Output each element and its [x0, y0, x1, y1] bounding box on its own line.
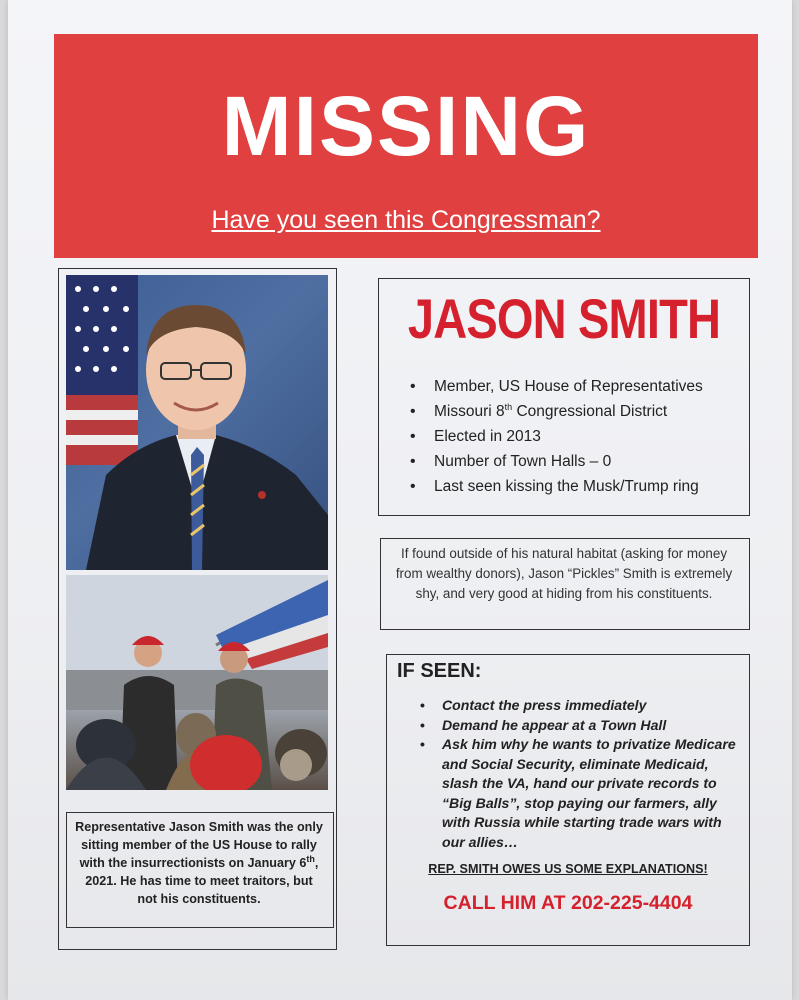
congressman-name: JASON SMITH [407, 287, 721, 350]
list-item: • Last seen kissing the Musk/Trump ring [410, 474, 750, 499]
facts-list [410, 374, 750, 499]
banner-subtitle: Have you seen this Congressman? [211, 206, 601, 234]
caption-text-part2: , 2021. He has time to meet traitors, but not his constituents. [85, 856, 319, 906]
habitat-note: If found outside of his natural habitat (asking for money from wealthy donors), Jason “Pickles” Smith is extremely shy, and very good at hiding from his constituents. [395, 546, 733, 601]
missing-banner [54, 34, 758, 258]
list-item: • Elected in 2013 [410, 424, 750, 449]
congressman-portrait-photo [66, 275, 328, 570]
photo-caption [74, 818, 324, 908]
list-item: • Member, US House of Representatives [410, 374, 750, 399]
district-text: Missouri 8 [434, 403, 505, 420]
list-item [410, 399, 750, 424]
list-item: • Number of Town Halls – 0 [410, 449, 750, 474]
list-item: • Ask him why he wants to privatize Medicare and Social Security, eliminate Medicaid, slash the VA, hand our private records to “Big Balls”, stop paying our farmers, ally with Russia while starting trade wars with our allies… [420, 735, 738, 852]
rally-illustration [66, 575, 328, 790]
call-phone: CALL HIM AT 202-225-4404 [443, 892, 693, 914]
owes-explanations: REP. SMITH OWES US SOME EXPLANATIONS! [428, 862, 708, 876]
actions-list [420, 696, 738, 852]
district-superscript: th [504, 401, 513, 412]
missing-title: MISSING [221, 79, 591, 173]
rally-photo [66, 575, 328, 790]
list-item: • Contact the press immediately [420, 696, 738, 716]
if-seen-title: IF SEEN: [397, 660, 482, 682]
district-text-suffix: Congressional District [512, 403, 668, 420]
caption-text-part1: Representative Jason Smith was the only sitting member of the US House to rally with the insurrectionists on January 6 [75, 820, 323, 870]
caption-superscript: th [306, 853, 315, 864]
portrait-illustration [66, 275, 328, 570]
list-item: • Demand he appear at a Town Hall [420, 716, 738, 736]
